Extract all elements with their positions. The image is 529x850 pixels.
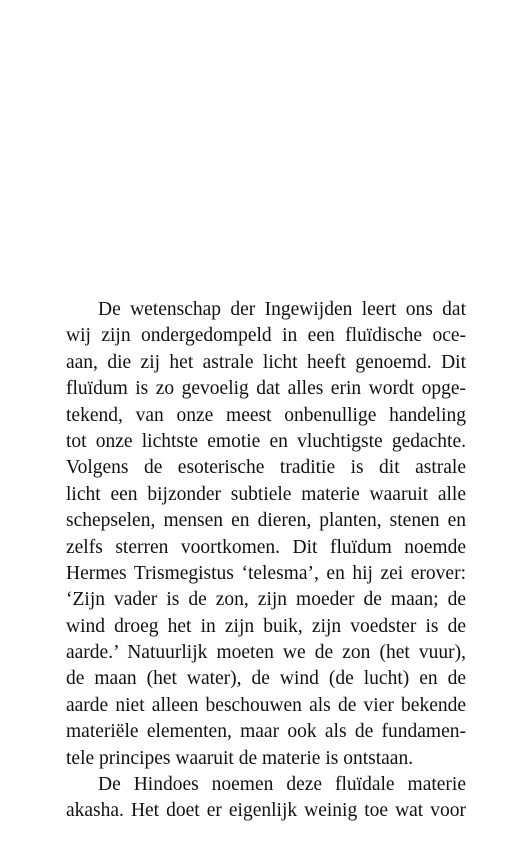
text-line: aarde niet alleen beschouwen als de vier bekende (66, 694, 466, 716)
text-line: De Hindoes noemen deze fluïdale materie (98, 774, 466, 796)
text-line: Hermes Trismegistus ‘telesma’, en hij zei erover: (66, 562, 466, 584)
text-line: licht een bijzonder subtiele materie waaruit alle (66, 483, 466, 505)
paragraph-2 (66, 772, 466, 825)
text-line: schepselen, mensen en dieren, planten, stenen en (66, 510, 466, 532)
body-text (66, 297, 466, 825)
text-line: aan, die zij het astrale licht heeft genoemd. Dit (66, 351, 466, 373)
text-line: tot onze lichtste emotie en vluchtigste gedachte. (66, 430, 466, 452)
text-line: De wetenschap der Ingewijden leert ons dat (98, 299, 466, 320)
text-line: wij zijn ondergedompeld in een fluïdische oce- (66, 325, 466, 347)
text-line: wind droeg het in zijn buik, zijn voedster is de (66, 615, 466, 637)
text-line: aarde.’ Natuurlijk moeten we de zon (het vuur), (66, 642, 466, 664)
paragraph-1 (66, 297, 466, 772)
text-line: tekend, van onze meest onbenullige handeling (66, 404, 466, 426)
text-line: materiële elementen, maar ook als de fundamen- (66, 721, 466, 743)
text-line: zelfs sterren voortkomen. Dit fluïdum noemde (66, 536, 466, 558)
text-line: fluïdum is zo gevoelig dat alles erin wordt opge- (66, 378, 466, 400)
text-line: Volgens de esoterische traditie is dit astrale (66, 457, 466, 479)
text-line: akasha. Het doet er eigenlijk weinig toe wat voor (66, 800, 466, 822)
text-line: ‘Zijn vader is de zon, zijn moeder de maan; de (66, 589, 466, 611)
text-line: tele principes waaruit de materie is ontstaan. (66, 747, 414, 769)
text-line: de maan (het water), de wind (de lucht) en de (66, 668, 466, 690)
